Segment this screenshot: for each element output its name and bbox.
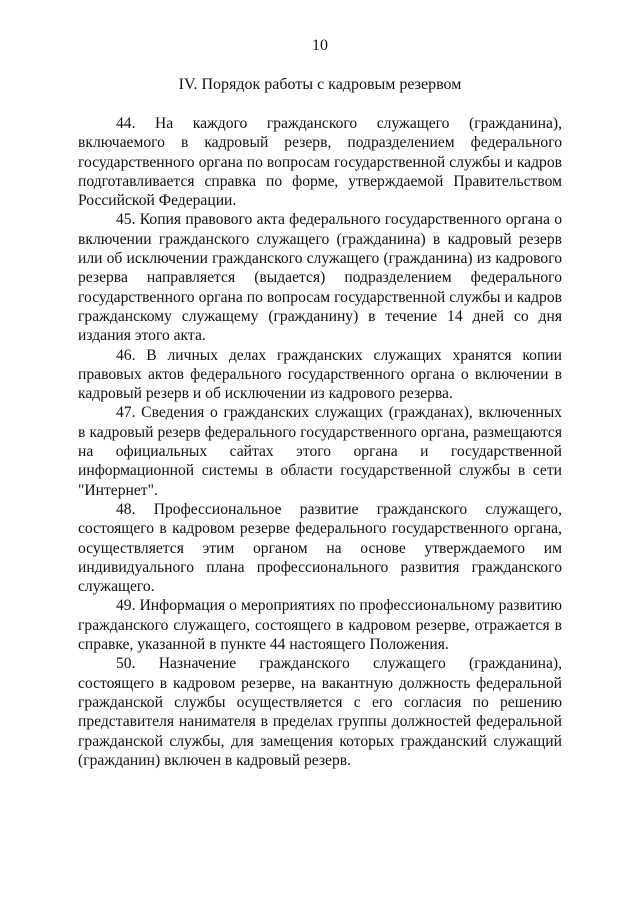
- paragraph-45: 45. Копия правового акта федерального государственного органа о включении гражданского служащего (гражданина) в кадровый резерв или об исключении гражданского служащего (гражданина) из кадрового резерва направляется (выдается) подразделением федерального государственного органа по вопросам государственной службы и кадров гражданскому служащему (гражданину) в течение 14 дней со дня издания этого акта.: [78, 211, 562, 345]
- paragraph-48: 48. Профессиональное развитие гражданского служащего, состоящего в кадровом резерве федерального государственного органа, осуществляется этим органом на основе утверждаемого им индивидуального плана профессионального развития гражданского служащего.: [78, 500, 562, 596]
- paragraph-47: 47. Сведения о гражданских служащих (гражданах), включенных в кадровый резерв федерального государственного органа, размещаются на официальных сайтах этого органа и государственной информационной системы в области государственной службы в сети "Интернет".: [78, 404, 562, 499]
- document-body: [78, 114, 562, 770]
- paragraph-44: 44. На каждого гражданского служащего (гражданина), включаемого в кадровый резерв, подразделением федерального государственного органа по вопросам государственной службы и кадров подготавливается справка по форме, утверждаемой Правительством Российской Федерации.: [78, 115, 562, 210]
- page-number: 10: [312, 37, 328, 54]
- section-title: IV. Порядок работы с кадровым резервом: [178, 76, 462, 93]
- paragraph-46: 46. В личных делах гражданских служащих хранятся копии правовых актов федерального государственного органа о включении в кадровый резерв и об исключении из кадрового резерва.: [78, 346, 562, 403]
- paragraph-49: 49. Информация о мероприятиях по профессиональному развитию гражданского служащего, состоящего в кадровом резерве, отражается в справке, указанной в пункте 44 настоящего Положения.: [78, 597, 562, 654]
- paragraph-50: 50. Назначение гражданского служащего (гражданина), состоящего в кадровом резерве, на вакантную должность федеральной гражданской службы осуществляется с его согласия по решению представителя нанимателя в пределах группы должностей федеральной гражданской службы, для замещения которых гражданский служащий (гражданин) включен в кадровый резерв.: [78, 655, 562, 769]
